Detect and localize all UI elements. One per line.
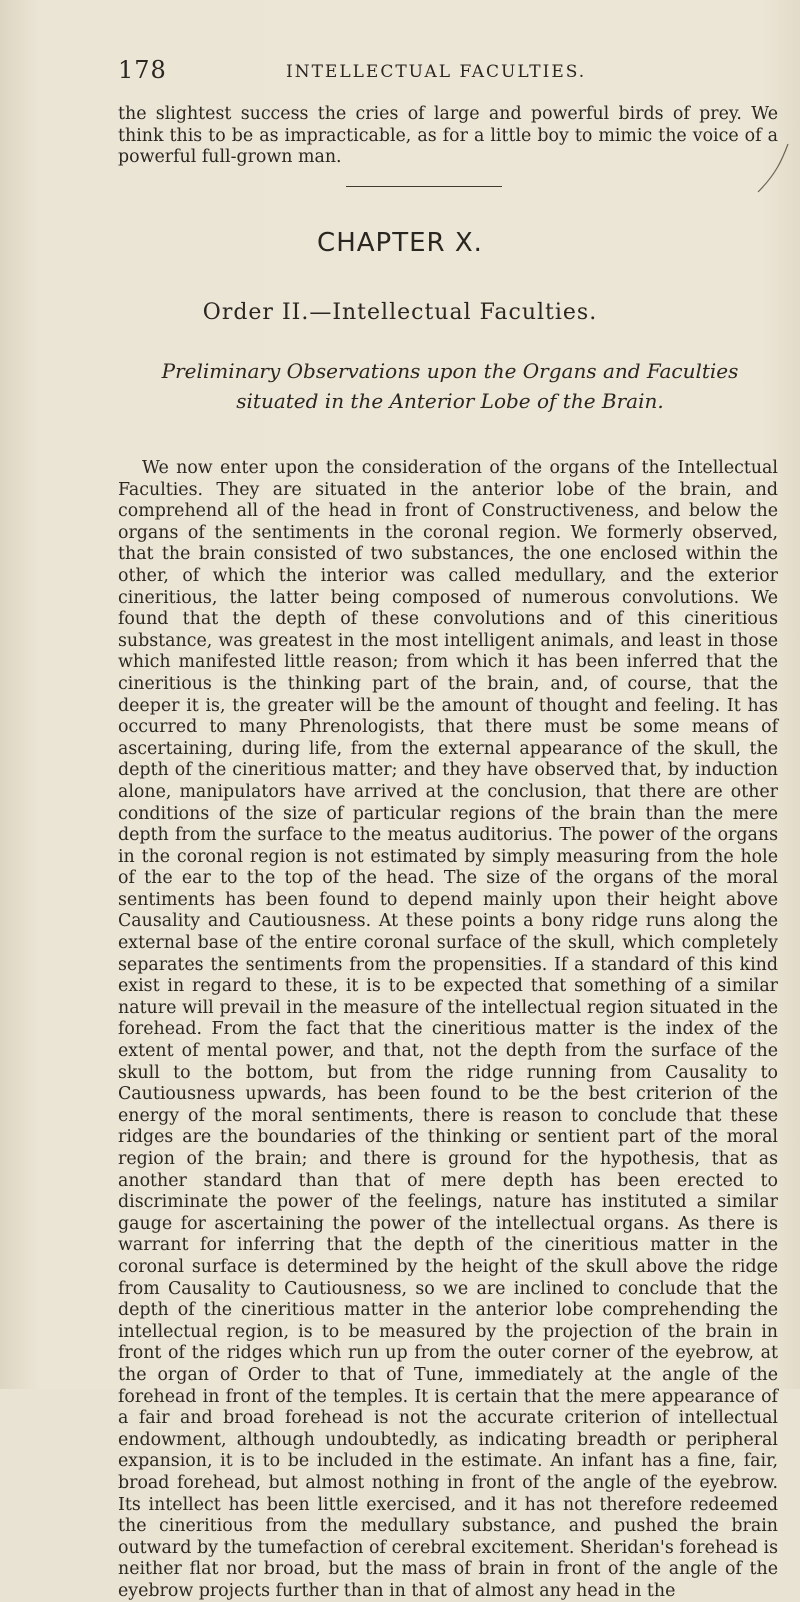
page-number: 178 xyxy=(118,56,167,84)
chapter-subtitle: Preliminary Observations upon the Organs and Faculties situated in the Anterior Lobe of the Brain. xyxy=(161,359,739,413)
section-divider xyxy=(346,186,502,187)
page-edge-mark xyxy=(752,140,792,200)
running-title: INTELLECTUAL FACULTIES. xyxy=(286,62,587,82)
order-heading: Order II.—Intellectual Faculties. xyxy=(202,300,598,325)
page-header xyxy=(118,56,718,88)
intro-paragraph: the slightest success the cries of large and powerful birds of prey. We think this to be as impracticable, as for a little boy to mimic the voice of a powerful full-grown man. xyxy=(118,104,778,168)
chapter-title: CHAPTER X. xyxy=(317,228,483,258)
main-paragraph: We now enter upon the consideration of the organs of the Intellectual Faculties. They are situated in the anterior lobe of the brain, and comprehend all of the head in front of Constructiveness, and below the organs of the sentiments in the coronal region. We formerly observed, that the brain consisted of two substances, the one enclosed within the other, of which the interior was called medullary, and the exterior cineritious, the latter being composed of numerous convolutions. We found that the depth of these convolutions and of this cineritious substance, was greatest in the most intelligent animals, and least in those which manifested little reason; from which it has been inferred that the cineritious is the thinking part of the brain, and, of course, that the deeper it is, the greater will be the amount of thought and feeling. It has occurred to many Phrenologists, that there must be some means of ascertaining, during life, from the external appearance of the skull, the depth of the cineritious matter; and they have observed that, by induction alone, manipulators have arrived at the conclusion, that there are other conditions of the size of particular regions of the brain than the mere depth from the surface to the meatus auditorius. The power of the organs in the coronal region is not estimated by simply measuring from the hole of the ear to the top of the head. The size of the organs of the moral sentiments has been found to depend mainly upon their height above Causality and Cautiousness. At these points a bony ridge runs along the external base of the entire coronal surface of the skull, which completely separates the sentiments from the propensities. If a standard of this kind exist in regard to these, it is to be expected that something of a similar nature will prevail in the measure of the intellectual region situated in the forehead. From the fact that the cineritious matter is the index of the extent of mental power, and that, not the depth from the surface of the skull to the bottom, but from the ridge running from Causality to Cautiousness upwards, has been found to be the best criterion of the energy of the moral sentiments, there is reason to conclude that these ridges are the boundaries of the thinking or sentient part of the moral region of the brain; and there is ground for the hypothesis, that as another standard than that of mere depth has been erected to discriminate the power of the feelings, nature has instituted a similar gauge for ascertaining the power of the intellectual organs. As there is warrant for inferring that the depth of the cineritious matter in the coronal surface is determined by the height of the skull above the ridge from Causality to Cautiousness, so we are inclined to conclude that the depth of the cineritious matter in the anterior lobe comprehending the intellectual region, is to be measured by the projection of the brain in front of the ridges which run up from the outer corner of the eyebrow, at the organ of Order to that of Tune, immediately at the angle of the forehead in front of the temples. It is certain that the mere appearance of a fair and broad forehead is not the accurate criterion of intellectual endowment, although undoubtedly, as indicating breadth or peripheral expansion, it is to be included in the estimate. An infant has a fine, fair, broad forehead, but almost nothing in front of the angle of the eyebrow. Its intellect has been little exercised, and it has not therefore redeemed the cineritious from the medullary substance, and pushed the brain outward by the tumefaction of cerebral excitement. Sheridan's forehead is neither flat nor broad, but the mass of brain in front of the angle of the eyebrow projects further than in that of almost any head in the xyxy=(118,458,778,1601)
